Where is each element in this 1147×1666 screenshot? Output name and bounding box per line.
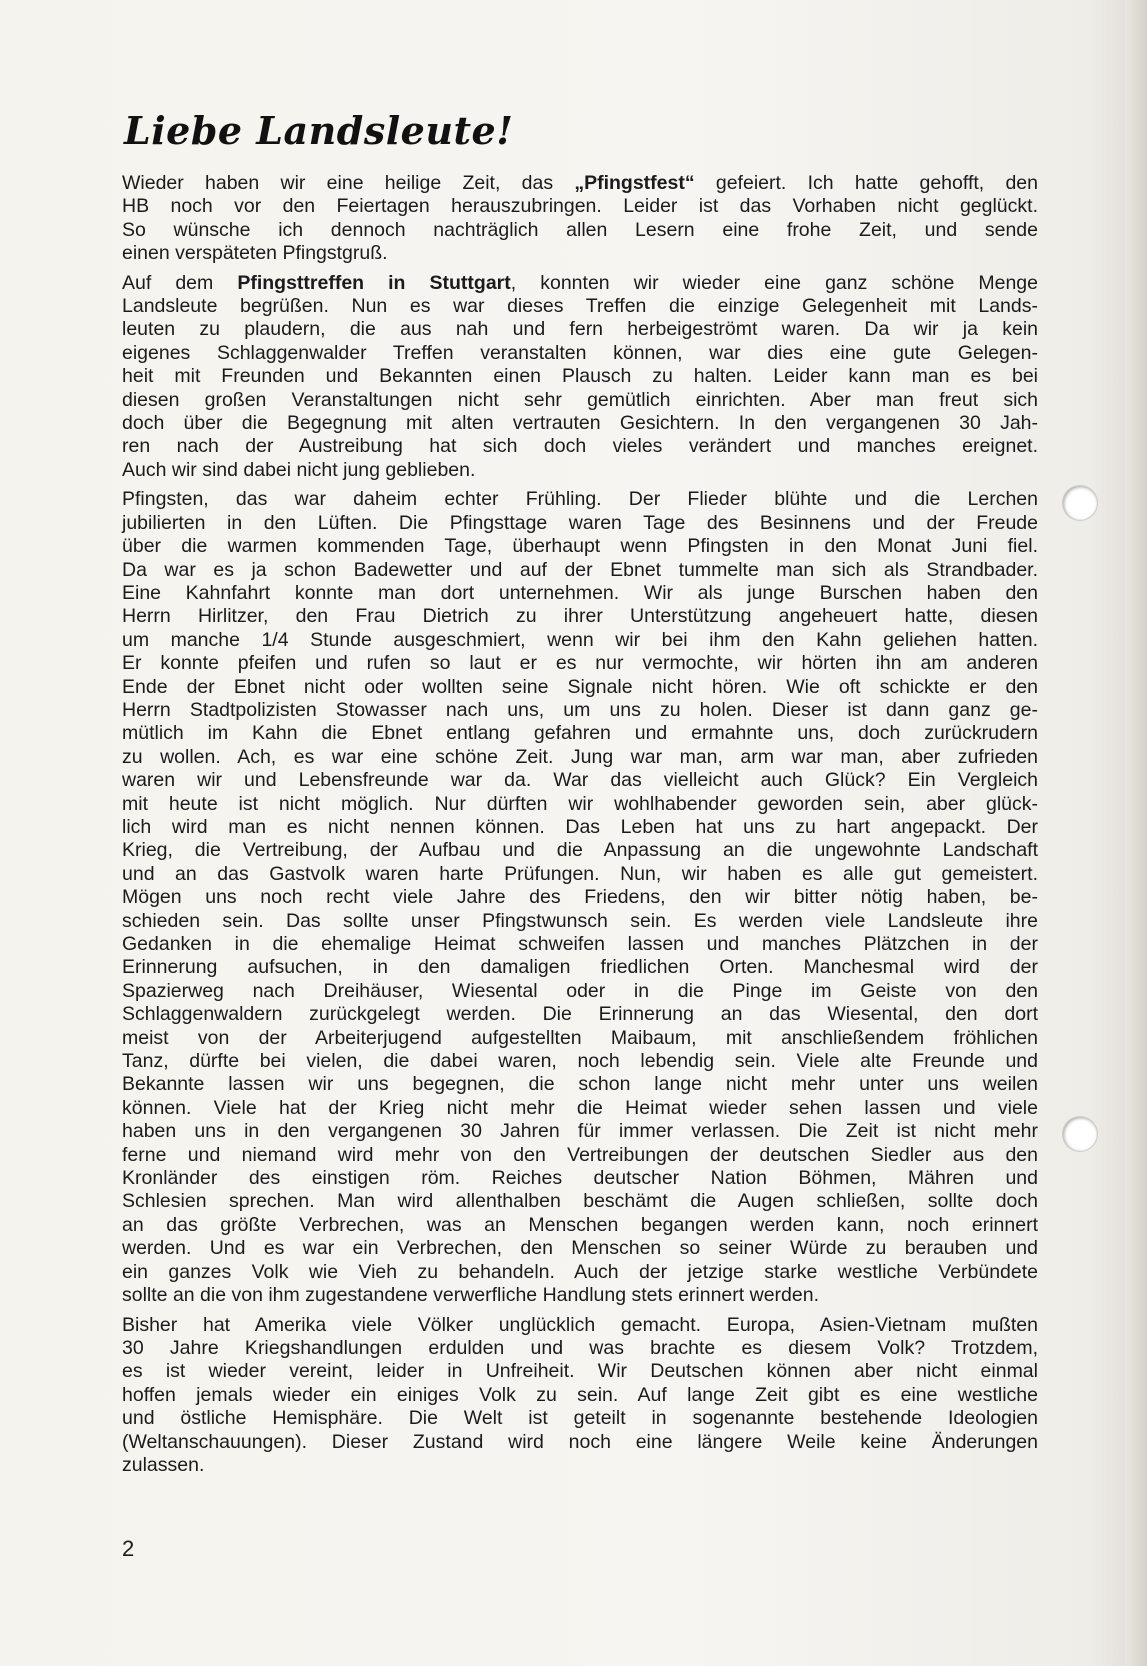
text-line — [122, 488, 1038, 511]
paragraph — [122, 272, 1038, 483]
text-line — [122, 652, 1038, 675]
text-line — [122, 1407, 1038, 1430]
text-line — [122, 1214, 1038, 1237]
text-line — [122, 746, 1038, 769]
text-line — [122, 295, 1038, 318]
paragraph — [122, 1314, 1038, 1478]
text-segment: Spazierweg nach Dreihäuser, Wiesental oder in die Pinge im Geiste von den — [122, 979, 1038, 1002]
text-line — [122, 933, 1038, 956]
text-line — [122, 886, 1038, 909]
text-segment: um manche 1/4 Stunde ausgeschmiert, wenn wir bei ihm den Kahn geliehen hatten. — [122, 628, 1038, 651]
text-line — [122, 816, 1038, 839]
text-line — [122, 863, 1038, 886]
text-segment: Krieg, die Vertreibung, der Aufbau und die Anpassung an die ungewohnte Landschaft — [122, 839, 1038, 862]
text-segment: haben uns in den vergangenen 30 Jahren für immer verlassen. Die Zeit ist nicht mehr — [122, 1120, 1038, 1143]
text-segment: doch über die Begegnung mit alten vertrauten Gesichtern. In den vergangenen 30 Jah- — [122, 412, 1038, 435]
text-line — [122, 1027, 1038, 1050]
text-line — [122, 1120, 1038, 1143]
text-segment: Bekannte lassen wir uns begegnen, die schon lange nicht mehr unter uns weilen — [122, 1073, 1038, 1096]
text-segment: Landsleute begrüßen. Nun es war dieses Treffen die einzige Gelegenheit mit Lands- — [122, 295, 1038, 318]
text-segment: , konnten wir wieder eine ganz schöne Menge — [510, 271, 1038, 294]
text-line — [122, 629, 1038, 652]
text-segment: lich wird man es nicht nennen können. Das Leben hat uns zu hart angepackt. Der — [122, 815, 1038, 838]
text-segment: über die warmen kommenden Tage, überhaupt wenn Pfingsten in den Monat Juni fiel. — [122, 535, 1038, 558]
text-line — [122, 365, 1038, 388]
text-segment: diesen großen Veranstaltungen nicht sehr gemütlich einrichten. Aber man freut sich — [122, 388, 1038, 411]
bold-text-segment: „Pfingstfest“ — [574, 172, 695, 194]
text-line — [122, 605, 1038, 628]
text-line — [122, 1073, 1038, 1096]
text-segment: Er konnte pfeifen und rufen so laut er es nur vermochte, wir hörten ihn am anderen — [122, 652, 1038, 675]
text-line — [122, 1454, 1038, 1477]
text-segment: Pfingsten, das war daheim echter Frühling. Der Flieder blühte und die Lerchen — [122, 488, 1038, 511]
text-line — [122, 722, 1038, 745]
text-segment: an das größte Verbrechen, was an Menschen begangen werden kann, noch erinnert — [122, 1213, 1038, 1236]
text-segment: meist von der Arbeiterjugend aufgestellten Maibaum, mit anschließendem fröhlichen — [122, 1026, 1038, 1049]
text-segment: leuten zu plaudern, die aus nah und fern herbeigeströmt waren. Da wir ja kein — [122, 318, 1038, 341]
page-number: 2 — [122, 1536, 135, 1561]
text-segment: zu wollen. Ach, es war eine schöne Zeit. Jung war man, arm war man, aber zufrieden — [122, 745, 1038, 768]
text-line — [122, 676, 1038, 699]
text-line — [122, 318, 1038, 341]
text-line — [122, 459, 1038, 482]
text-line — [122, 1261, 1038, 1284]
text-segment: Gedanken in die ehemalige Heimat schweifen lassen und manches Plätzchen in der — [122, 933, 1038, 955]
text-line — [122, 272, 1038, 295]
text-line — [122, 389, 1038, 412]
text-segment: schieden sein. Das sollte unser Pfingstwunsch sein. Es werden viele Landsleute ihre — [122, 909, 1038, 932]
text-segment: Wieder haben wir eine heilige Zeit, das — [122, 172, 575, 194]
text-line — [122, 242, 1038, 265]
text-line — [122, 1167, 1038, 1190]
text-line — [122, 1384, 1038, 1407]
text-segment: ein ganzes Volk wie Vieh zu behandeln. Auch der jetzige starke westliche Verbündete — [122, 1260, 1038, 1283]
text-segment: können. Viele hat der Krieg nicht mehr die Heimat wieder sehen lassen und viele — [122, 1096, 1038, 1119]
text-segment: Da war es ja schon Badewetter und auf der Ebnet tummelte man sich als Strandbader. — [122, 558, 1038, 581]
text-segment: zulassen. — [122, 1453, 205, 1476]
text-line — [122, 1314, 1038, 1337]
text-segment: mütlich im Kahn die Ebnet entlang gefahren und ermahnte uns, doch zurückrudern — [122, 722, 1038, 745]
text-line — [122, 769, 1038, 792]
text-segment: Schlesien sprechen. Man wird allenthalben beschämt die Augen schließen, sollte doch — [122, 1190, 1038, 1213]
text-line — [122, 512, 1038, 535]
text-segment: und östliche Hemisphäre. Die Welt ist geteilt in sogenannte bestehende Ideologien — [122, 1407, 1038, 1430]
page-edge — [1125, 0, 1147, 1666]
text-segment: So wünsche ich dennoch nachträglich allen Lesern eine frohe Zeit, und sende — [122, 218, 1038, 241]
text-segment: Eine Kahnfahrt konnte man dort unternehmen. Wir als junge Burschen haben den — [122, 581, 1038, 604]
paragraph — [122, 488, 1038, 1307]
text-line — [122, 1337, 1038, 1360]
text-segment: Kronländer des einstigen röm. Reiches deutscher Nation Böhmen, Mähren und — [122, 1167, 1038, 1190]
text-segment: Erinnerung aufsuchen, in den damaligen friedlichen Orten. Manchesmal wird der — [122, 956, 1038, 979]
letter-heading: Liebe Landsleute! — [124, 108, 514, 153]
text-line — [122, 435, 1038, 458]
text-segment: 30 Jahre Kriegshandlungen erdulden und was brachte es diesem Volk? Trotzdem, — [122, 1336, 1038, 1359]
text-segment: heit mit Freunden und Bekannten einen Plausch zu halten. Leider kann man es bei — [122, 365, 1038, 388]
paragraph — [122, 172, 1038, 266]
text-segment: Mögen uns noch recht viele Jahre des Friedens, den wir bitter nötig haben, be- — [122, 886, 1038, 909]
text-segment: hoffen jemals wieder ein einiges Volk zu sein. Auf lange Zeit gibt es eine westliche — [122, 1383, 1038, 1406]
text-line — [122, 699, 1038, 722]
text-segment: Auf dem — [122, 271, 238, 294]
text-line — [122, 839, 1038, 862]
text-segment: Tanz, dürfte bei vielen, die dabei waren, noch lebendig sein. Viele alte Freunde und — [122, 1050, 1038, 1073]
letter-body — [122, 172, 1038, 1483]
text-line — [122, 412, 1038, 435]
text-line — [122, 1360, 1038, 1383]
text-segment: ren nach der Austreibung hat sich doch vieles verändert und manches ereignet. — [122, 435, 1038, 458]
text-line — [122, 172, 1038, 195]
text-segment: einen verspäteten Pfingstgruß. — [122, 242, 388, 265]
text-segment: Bisher hat Amerika viele Völker unglücklich gemacht. Europa, Asien-Vietnam mußten — [122, 1313, 1038, 1336]
text-segment: Ende der Ebnet nicht oder wollten seine Signale nicht hören. Wie oft schickte er den — [122, 675, 1038, 698]
text-segment: (Weltanschauungen). Dieser Zustand wird noch eine längere Weile keine Änderungen — [122, 1430, 1038, 1453]
text-line — [122, 342, 1038, 365]
text-line — [122, 1237, 1038, 1260]
text-segment: Auch wir sind dabei nicht jung geblieben. — [122, 458, 476, 481]
text-segment: waren wir und Lebensfreunde war da. War das vielleicht auch Glück? Ein Vergleich — [122, 769, 1038, 792]
text-line — [122, 1284, 1038, 1307]
punch-hole-top — [1063, 486, 1097, 520]
text-segment: es ist wieder vereint, leider in Unfreiheit. Wir Deutschen können aber nicht einmal — [122, 1360, 1038, 1383]
text-line — [122, 1097, 1038, 1120]
text-line — [122, 980, 1038, 1003]
text-line — [122, 219, 1038, 242]
text-line — [122, 1003, 1038, 1026]
punch-hole-bottom — [1063, 1117, 1097, 1151]
text-line — [122, 195, 1038, 218]
text-segment: sollte an die von ihm zugestandene verwerfliche Handlung stets erinnert werden. — [122, 1284, 819, 1307]
text-line — [122, 535, 1038, 558]
text-segment: jubilierten in den Lüften. Die Pfingsttage waren Tage des Besinnens und der Freude — [122, 511, 1038, 534]
text-segment: Herrn Stadtpolizisten Stowasser nach uns, um uns zu holen. Dieser ist dann ganz ge- — [122, 698, 1038, 721]
text-line — [122, 910, 1038, 933]
text-line — [122, 793, 1038, 816]
text-line — [122, 1144, 1038, 1167]
text-segment: Herrn Hirlitzer, den Frau Dietrich zu ihrer Unterstützung angeheuert hatte, diesen — [122, 605, 1038, 628]
text-line — [122, 1050, 1038, 1073]
text-line — [122, 956, 1038, 979]
text-segment: ferne und niemand wird mehr von den Vertreibungen der deutschen Siedler aus den — [122, 1143, 1038, 1166]
text-segment: HB noch vor den Feiertagen herauszubringen. Leider ist das Vorhaben nicht geglückt. — [122, 195, 1038, 218]
text-segment: mit heute ist nicht möglich. Nur dürften wir wohlhabender geworden sein, aber glück- — [122, 792, 1038, 815]
text-line — [122, 559, 1038, 582]
text-line — [122, 1431, 1038, 1454]
text-segment: eigenes Schlaggenwalder Treffen veranstalten können, war dies eine gute Gelegen- — [122, 341, 1038, 364]
text-line — [122, 1190, 1038, 1213]
bold-text-segment: Pfingsttreffen in Stuttgart — [237, 271, 511, 294]
text-segment: und an das Gastvolk waren harte Prüfungen. Nun, wir haben es alle gut gemeistert. — [122, 862, 1038, 885]
text-line — [122, 582, 1038, 605]
text-segment: gefeiert. Ich hatte gehofft, den — [694, 172, 1038, 194]
text-segment: Schlaggenwaldern zurückgelegt werden. Die Erinnerung an das Wiesental, den dort — [122, 1003, 1038, 1026]
text-segment: werden. Und es war ein Verbrechen, den Menschen so seiner Würde zu berauben und — [122, 1237, 1038, 1260]
